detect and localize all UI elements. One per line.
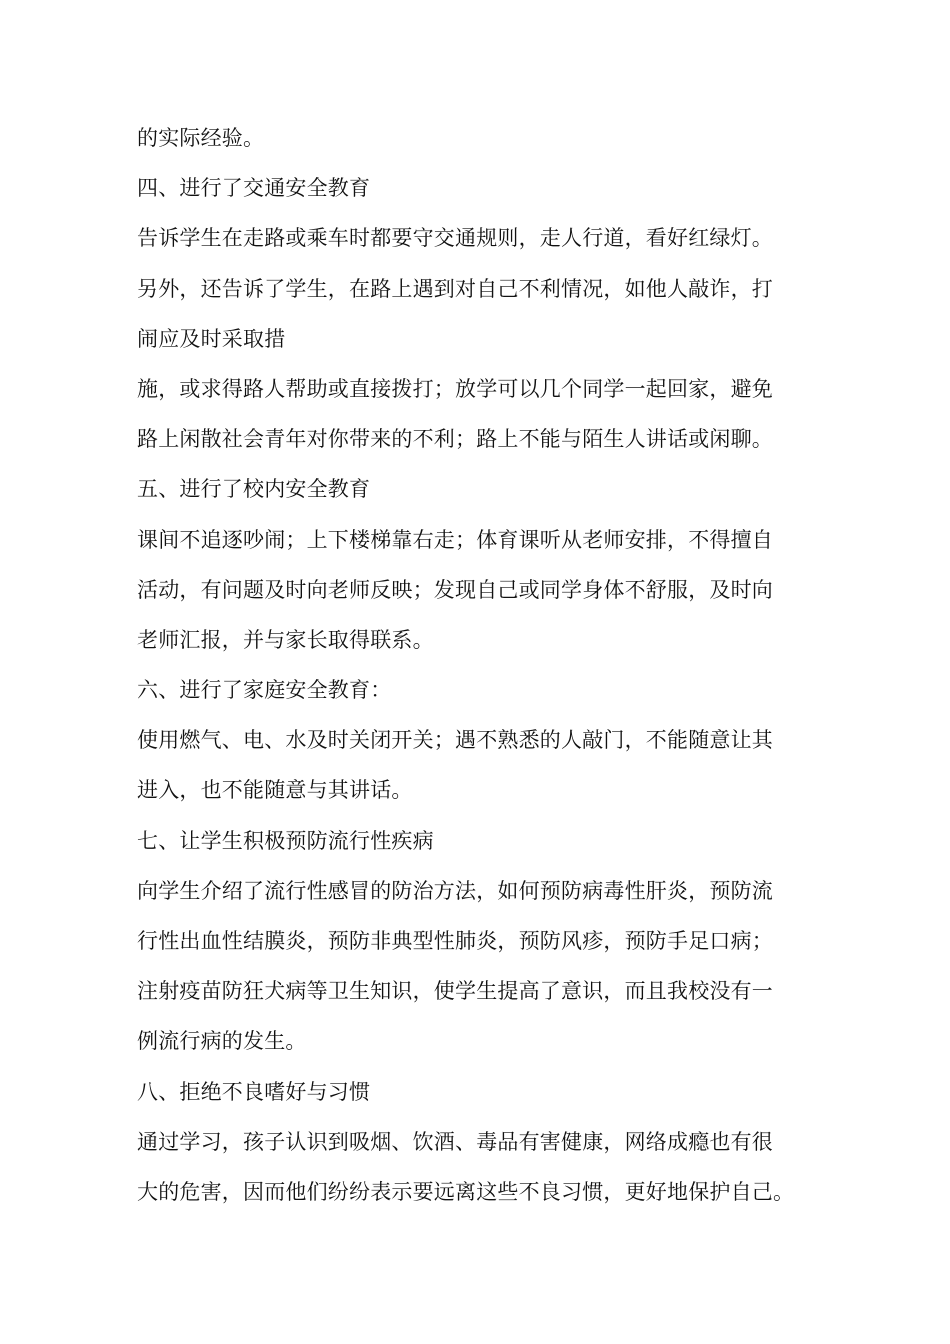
text-line: 另外，还告诉了学生，在路上遇到对自己不利情况，如他人敲诈，打 (137, 276, 773, 301)
text-line: 例流行病的发生。 (137, 1029, 307, 1054)
section-heading: 五、进行了校内安全教育 (137, 477, 371, 502)
text-line: 向学生介绍了流行性感冒的防治方法，如何预防病毒性肝炎，预防流 (137, 878, 773, 903)
text-line: 通过学习，孩子认识到吸烟、饮酒、毒品有害健康，网络成瘾也有很 (137, 1129, 773, 1154)
text-line: 路上闲散社会青年对你带来的不利；路上不能与陌生人讲话或闲聊。 (137, 427, 773, 452)
text-line: 大的危害，因而他们纷纷表示要远离这些不良习惯，更好地保护自己。 (137, 1179, 795, 1204)
text-line: 老师汇报，并与家长取得联系。 (137, 627, 434, 652)
text-line: 使用燃气、电、水及时关闭开关；遇不熟悉的人敲门，不能随意让其 (137, 728, 773, 753)
text-line: 施，或求得路人帮助或直接拨打；放学可以几个同学一起回家，避免 (137, 376, 773, 401)
section-heading: 六、进行了家庭安全教育： (137, 678, 392, 703)
text-line: 活动，有问题及时向老师反映；发现自己或同学身体不舒服，及时向 (137, 577, 773, 602)
text-line: 的实际经验。 (137, 126, 265, 150)
text-line: 注射疫苗防狂犬病等卫生知识，使学生提高了意识，而且我校没有一 (137, 979, 773, 1004)
text-line: 告诉学生在走路或乘车时都要守交通规则，走人行道，看好红绿灯。 (137, 226, 773, 251)
text-line: 闹应及时采取措 (137, 326, 286, 351)
text-line: 课间不追逐吵闹；上下楼梯靠右走；体育课听从老师安排，不得擅自 (137, 527, 773, 552)
document-body (137, 113, 827, 1217)
section-heading: 八、拒绝不良嗜好与习惯 (137, 1079, 371, 1104)
text-line: 进入，也不能随意与其讲话。 (137, 778, 413, 803)
section-heading: 四、进行了交通安全教育 (137, 176, 371, 201)
section-heading: 七、让学生积极预防流行性疾病 (137, 828, 434, 853)
text-line: 行性出血性结膜炎，预防非典型性肺炎，预防风疹，预防手足口病； (137, 929, 773, 953)
